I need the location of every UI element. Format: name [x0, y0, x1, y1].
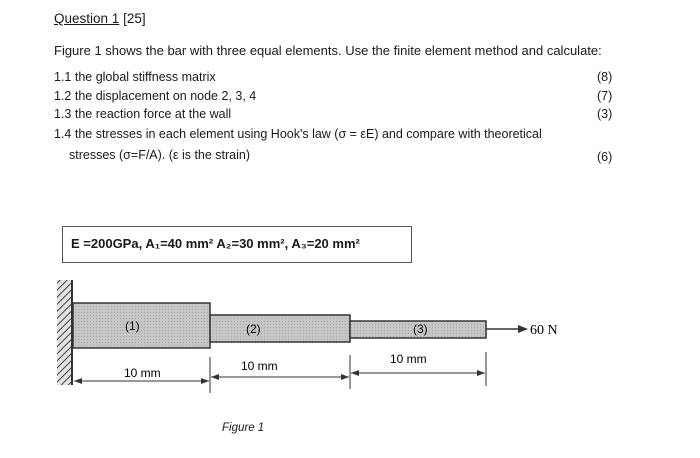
marks-1-1: (8) [597, 70, 613, 84]
dimension-2-arrow-left [211, 374, 219, 380]
dimension-3-arrow-right [477, 370, 485, 376]
dimension-label-2: 10 mm [241, 359, 278, 373]
dimension-label-3: 10 mm [390, 352, 427, 366]
dimension-1-arrow-right [201, 378, 209, 384]
item-1-1: 1.1 the global stiffness matrix [54, 70, 216, 84]
item-1-2: 1.2 the displacement on node 2, 3, 4 [54, 89, 257, 103]
question-total-marks: [25] [123, 11, 146, 26]
element-2-bar [210, 315, 350, 342]
dimension-label-1: 10 mm [124, 366, 161, 380]
force-arrow-head [518, 325, 528, 333]
marks-1-4: (6) [597, 150, 613, 164]
force-label: 60 N [530, 323, 558, 338]
question-intro: Figure 1 shows the bar with three equal elements. Use the finite element method and calculate: [54, 43, 602, 58]
marks-1-2: (7) [597, 89, 613, 103]
item-1-4-continued: stresses (σ=F/A). (ε is the strain) [69, 148, 251, 162]
item-1-4: 1.4 the stresses in each element using Hook's law (σ = εE) and compare with theoretical [54, 127, 542, 141]
question-number: Question 1 [54, 11, 120, 26]
material-parameters: E =200GPa, A₁=40 mm² A₂=30 mm², A₃=20 mm² [71, 236, 360, 251]
dimension-3-arrow-left [351, 370, 359, 376]
element-2-label: (2) [246, 322, 261, 336]
fixed-wall [57, 280, 71, 385]
figure-caption: Figure 1 [222, 422, 265, 434]
element-1-bar [73, 303, 210, 348]
item-1-3: 1.3 the reaction force at the wall [54, 107, 232, 121]
marks-1-3: (3) [597, 107, 613, 121]
element-3-label: (3) [413, 322, 428, 336]
dimension-1-arrow-left [74, 378, 82, 384]
element-1-label: (1) [125, 319, 140, 333]
dimension-2-arrow-right [341, 374, 349, 380]
